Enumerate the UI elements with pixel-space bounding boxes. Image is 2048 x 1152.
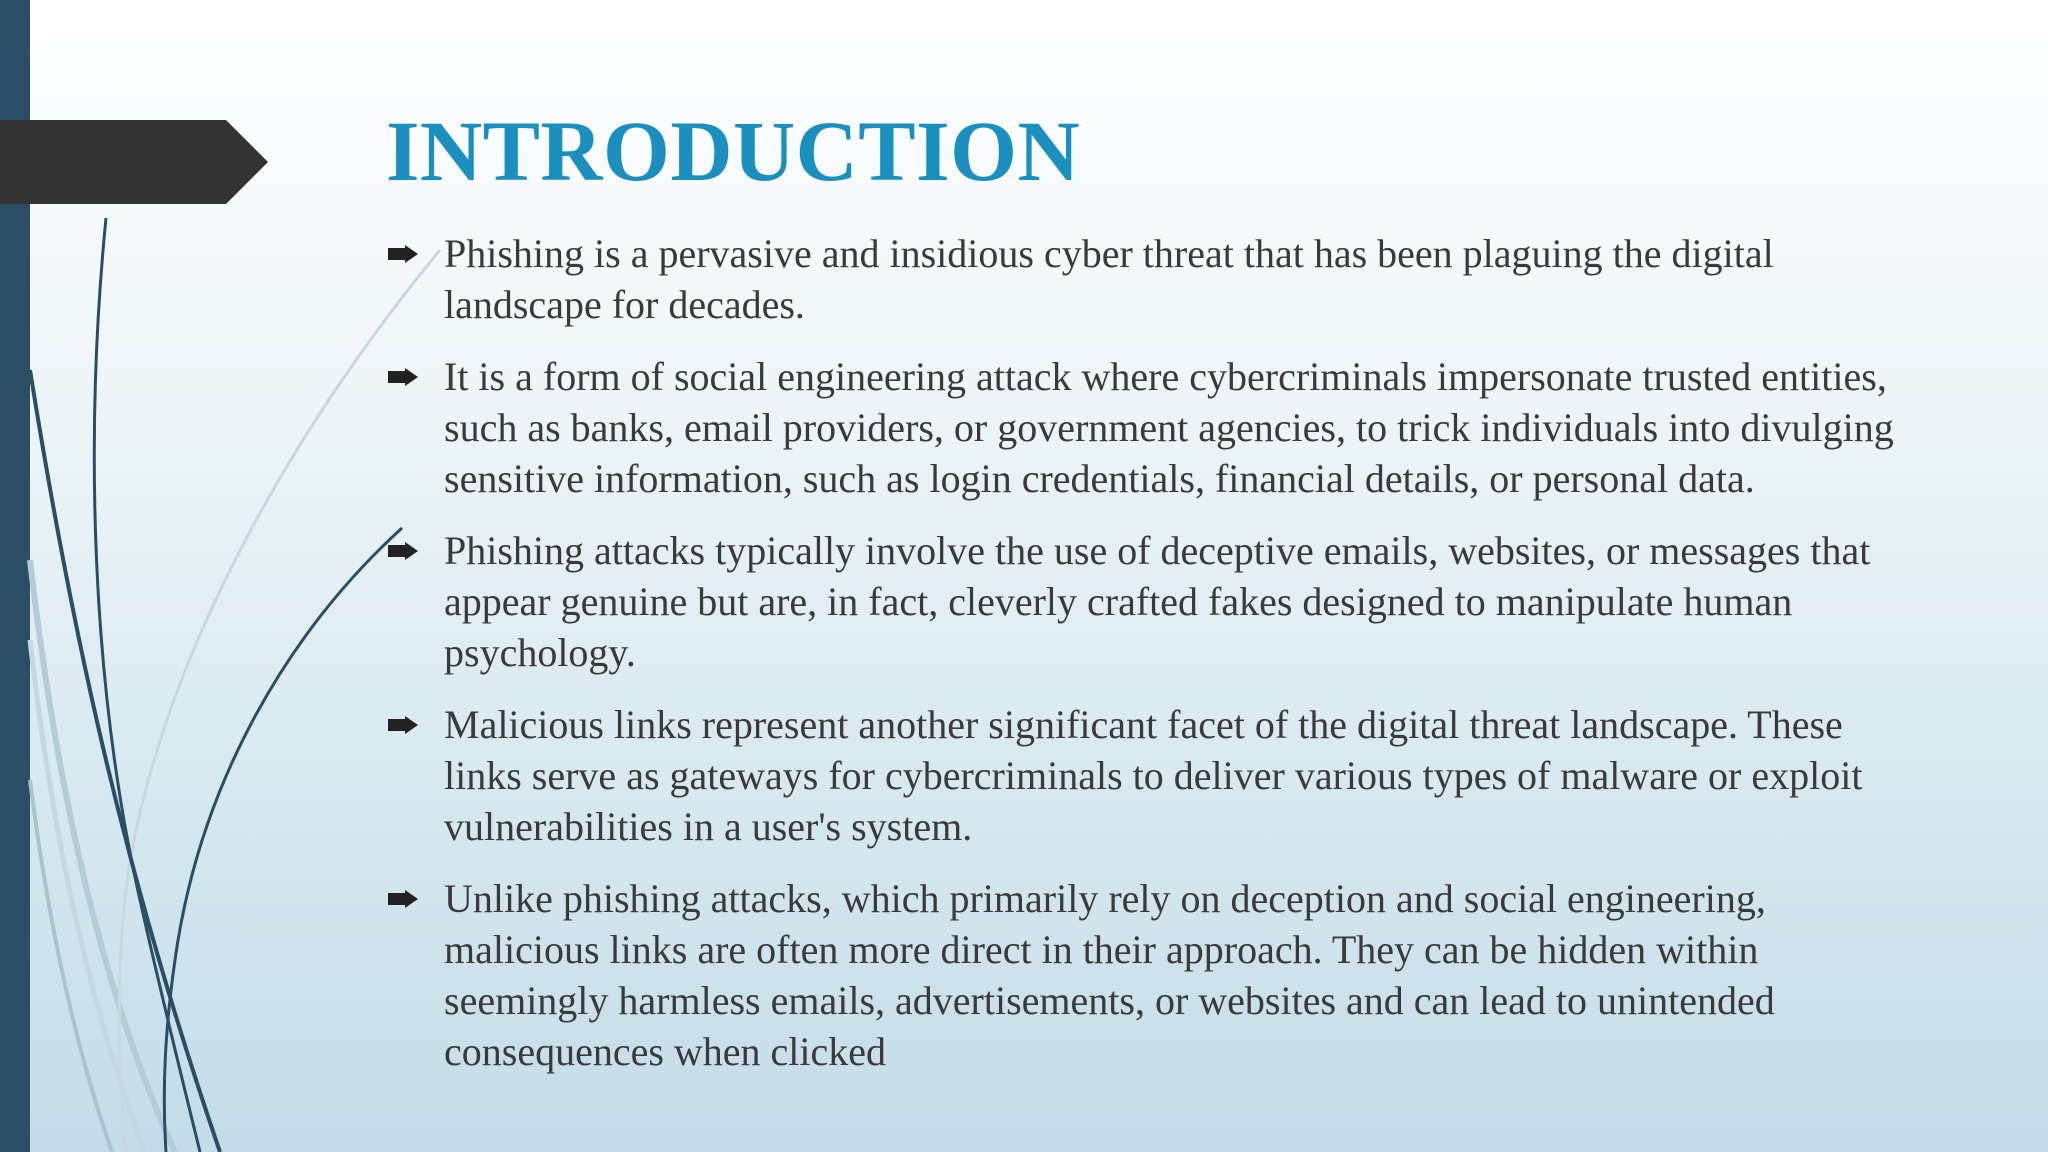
bullet-text: It is a form of social engineering attack where cybercriminals impersonate trusted entities, such as banks, email providers, or government agencies, to trick individuals into divulging sensitive information, such as login credentials, financial details, or personal data.: [444, 354, 1894, 501]
bullet-item: [386, 351, 1926, 504]
arrow-right-icon: [388, 716, 418, 734]
arrow-right-icon: [388, 542, 418, 560]
bullet-item: [386, 699, 1926, 852]
arrow-right-icon: [388, 890, 418, 908]
bullet-item: [386, 525, 1926, 678]
curve-light-4: [30, 780, 112, 1152]
bullet-text: Phishing attacks typically involve the use of deceptive emails, websites, or messages that appear genuine but are, in fact, cleverly crafted fakes designed to manipulate human psychology.: [444, 528, 1871, 675]
bullet-text: Unlike phishing attacks, which primarily rely on deception and social engineering, malicious links are often more direct in their approach. They can be hidden within seemingly harmless emails, advertisements, or websites and can lead to unintended consequences when clicked: [444, 876, 1775, 1074]
curve-dark-2: [94, 218, 200, 1152]
bullet-text: Malicious links represent another significant facet of the digital threat landscape. These links serve as gateways for cybercriminals to deliver various types of malware or exploit vulnerabilities in a user's system.: [444, 702, 1863, 849]
bullet-item: [386, 873, 1926, 1077]
bullet-list: [386, 228, 1926, 1098]
curve-dark-3: [164, 528, 402, 1152]
bullet-item: [386, 228, 1926, 330]
slide-title: INTRODUCTION: [386, 103, 1081, 199]
arrow-right-icon: [388, 245, 418, 263]
arrow-tab-shape: [0, 120, 268, 204]
bullet-text: Phishing is a pervasive and insidious cyber threat that has been plaguing the digital landscape for decades.: [444, 231, 1774, 327]
arrow-right-icon: [388, 368, 418, 386]
